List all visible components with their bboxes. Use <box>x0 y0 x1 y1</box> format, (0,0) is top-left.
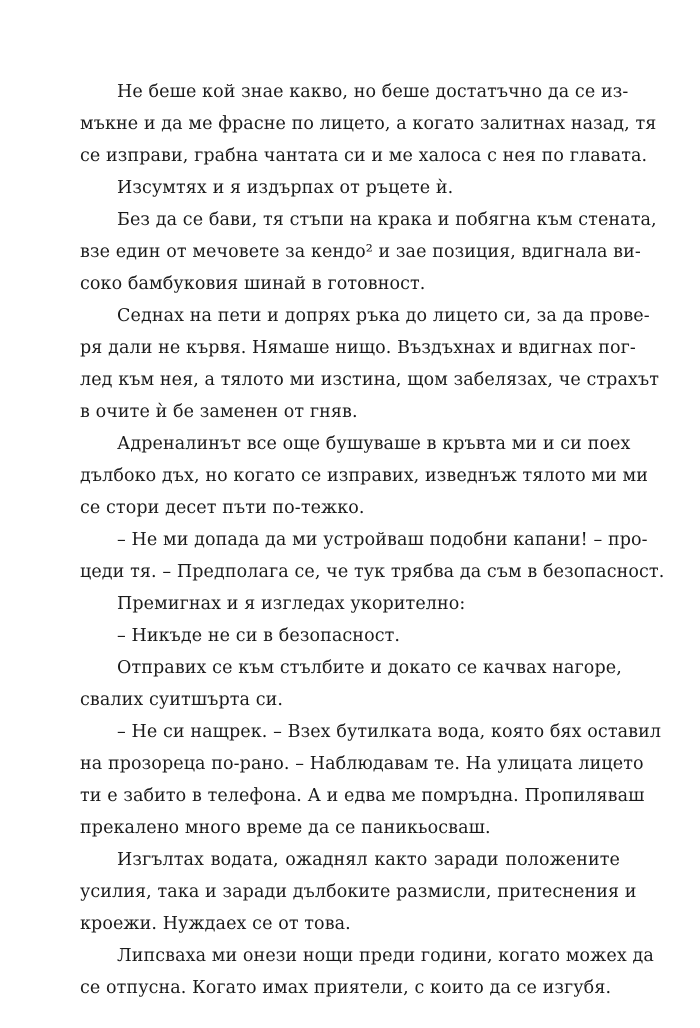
text-line: Изгълтах водата, ожаднял както заради положените <box>117 850 620 870</box>
text-line: се стори десет пъти по-тежко. <box>80 498 365 518</box>
text-line: Не беше кой знае какво, но беше достатъчно да се из- <box>117 82 629 102</box>
text-line: ря дали не кървя. Нямаше нищо. Въздъхнах и вдигнах пог- <box>80 338 636 358</box>
text-line: – Никъде не си в безопасност. <box>117 626 401 646</box>
text-line: Отправих се към стълбите и докато се качвах нагоре, <box>117 658 622 678</box>
text-line: – Не си нащрек. – Взех бутилката вода, която бях оставил <box>117 722 662 742</box>
text-line: на прозореца по-рано. – Наблюдавам те. На улицата лицето <box>80 754 644 774</box>
text-line: Премигнах и я изгледах укорително: <box>117 594 466 614</box>
text-line: Липсваха ми онези нощи преди години, когато можех да <box>117 946 654 966</box>
text-line: Адреналинът все още бушуваше в кръвта ми и си поех <box>117 434 631 454</box>
text-line: в очите ѝ бе заменен от гняв. <box>80 402 358 422</box>
text-line: ти е забито в телефона. А и едва ме помръдна. Пропиляваш <box>80 786 645 806</box>
text-line: кроежи. Нуждаех се от това. <box>80 914 351 934</box>
text-line: цеди тя. – Предполага се, че тук трябва да съм в безопасност. <box>80 562 665 582</box>
text-line: усилия, така и заради дълбоките размисли, притеснения и <box>80 882 637 902</box>
text-line: – Не ми допада да ми устройваш подобни капани! – про- <box>117 530 648 550</box>
text-line: взе един от мечовете за кендо² и зае позиция, вдигнала ви- <box>80 242 641 262</box>
text-line: Без да се бави, тя стъпи на крака и побягна към стената, <box>117 210 657 230</box>
text-line: Седнах на пети и допрях ръка до лицето си, за да прове- <box>117 306 650 326</box>
text-line: се изправи, грабна чантата си и ме халоса с нея по главата. <box>80 146 648 166</box>
text-line: соко бамбуковия шинай в готовност. <box>80 274 426 294</box>
text-line: се отпусна. Когато имах приятели, с които да се изгубя. <box>80 978 612 998</box>
text-line: Изсумтях и я издърпах от ръцете ѝ. <box>117 178 454 198</box>
text-line: прекалено много време да се паникьосваш. <box>80 818 491 838</box>
text-line: дълбоко дъх, но когато се изправих, изведнъж тялото ми ми <box>80 466 649 486</box>
text-line: мъкне и да ме фрасне по лицето, а когато залитнах назад, тя <box>80 114 657 134</box>
text-line: свалих суитшърта си. <box>80 690 284 710</box>
text-line: лед към нея, а тялото ми изстина, щом забелязах, че страхът <box>80 370 659 390</box>
